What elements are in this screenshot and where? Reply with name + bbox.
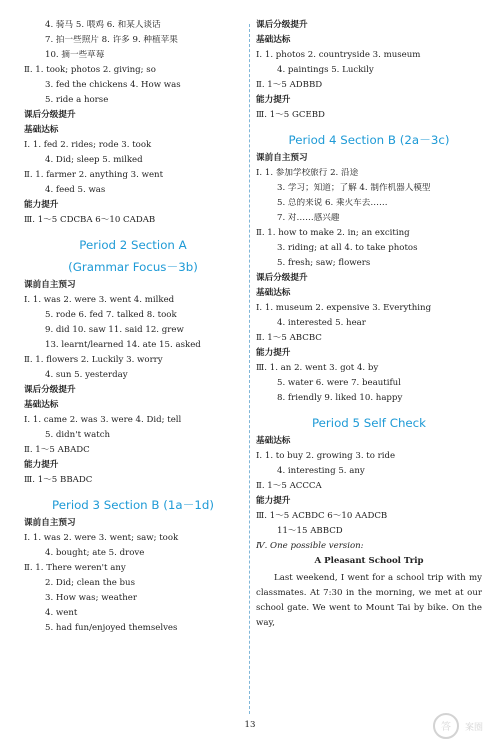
answer-line: Ⅱ. 1. flowers 2. Luckily 3. worry [24, 355, 163, 365]
period-heading: Period 2 Section A [79, 238, 187, 252]
period-heading: Period 5 Self Check [311, 416, 426, 430]
right-column [256, 20, 482, 631]
answer-line: 2. Did; clean the bus [45, 578, 135, 588]
period-heading: Period 4 Section B (2a－3c) [288, 133, 450, 147]
answer-line: Ⅰ. 1. was 2. were 3. went 4. milked [24, 295, 175, 305]
answer-line: Ⅰ. 1. was 2. were 3. went; saw; took [24, 533, 179, 543]
answer-line: Ⅱ. 1～5 ABADC [24, 445, 90, 455]
answer-line: 5. rode 6. fed 7. talked 8. took [45, 310, 177, 320]
answer-line: Ⅱ. 1. how to make 2. in; an exciting [256, 228, 410, 238]
answer-line: 13. learnt/learned 14. ate 15. asked [45, 340, 201, 350]
answer-line: Ⅰ. 1. 参加学校旅行 2. 沿途 [256, 168, 359, 178]
answer-line: Ⅰ. 1. photos 2. countryside 3. museum [256, 50, 421, 60]
answer-line: Ⅰ. 1. museum 2. expensive 3. Everything [256, 303, 432, 313]
answer-line: 3. 学习；知道；了解 4. 制作机器人模型 [277, 183, 431, 193]
svg-text:答: 答 [441, 722, 451, 733]
section-heading: 课后分级提升 [256, 273, 308, 283]
watermark-logo [432, 710, 492, 742]
answer-line: Ⅱ. 1. There weren't any [24, 563, 126, 573]
essay-title: A Pleasant School Trip [314, 556, 424, 566]
answer-line: 5. 总的来说 6. 乘火车去…… [277, 198, 388, 208]
answer-line: 5. didn't watch [45, 430, 111, 440]
answer-line: 5. had fun/enjoyed themselves [45, 623, 178, 633]
section-heading: 课前自主预习 [256, 153, 308, 163]
section-heading: 基础达标 [256, 288, 291, 298]
answer-line: Ⅲ. 1～5 ACBDC 6～10 AADCB [256, 511, 388, 521]
section-heading: 基础达标 [24, 400, 59, 410]
answer-line: 4. paintings 5. Luckily [277, 65, 374, 75]
answer-line: Ⅲ. 1～5 BBADC [24, 475, 93, 485]
left-column [24, 20, 242, 638]
section-heading: 基础达标 [256, 436, 291, 446]
answer-line: 4. went [45, 608, 78, 618]
answer-line: 4. 骑马 5. 喂鸡 6. 和某人谈话 [45, 20, 161, 30]
answer-line: Ⅰ. 1. came 2. was 3. were 4. Did; tell [24, 415, 182, 425]
answer-line: 3. fed the chickens 4. How was [45, 80, 181, 90]
answer-line: 7. 对……感兴趣 [277, 213, 340, 223]
section-heading: 课后分级提升 [24, 385, 76, 395]
answer-line: 5. fresh; saw; flowers [277, 258, 371, 268]
section-heading: 能力提升 [256, 95, 291, 105]
answer-line: 4. interesting 5. any [277, 466, 365, 476]
period-heading: Period 3 Section B (1a－1d) [52, 498, 214, 512]
answer-line: Ⅳ. One possible version: [256, 541, 364, 551]
section-heading: 能力提升 [24, 460, 59, 470]
answer-line: Ⅲ. 1～5 CDCBA 6～10 CADAB [24, 215, 156, 225]
essay-paragraph: Last weekend, I went for a school trip with my classmates. At 7:30 in the morning, we met at our school gate. We went to Mount Tai by bike. On the way, [256, 573, 482, 628]
answer-line: Ⅲ. 1～5 GCEBD [256, 110, 325, 120]
answer-line: Ⅱ. 1～5 ABCBC [256, 333, 322, 343]
answer-line: 11～15 ABBCD [277, 526, 343, 536]
section-heading: 课后分级提升 [256, 20, 308, 30]
answer-line: Ⅱ. 1～5 ACCCA [256, 481, 322, 491]
answer-line: 4. Did; sleep 5. milked [45, 155, 143, 165]
period-subheading: (Grammar Focus－3b) [68, 260, 198, 274]
answer-line: 3. How was; weather [45, 593, 137, 603]
answer-line: 10. 摘一些草莓 [45, 50, 105, 60]
section-heading: 能力提升 [24, 200, 59, 210]
answer-line: 7. 拍一些照片 8. 许多 9. 种植苹果 [45, 35, 178, 45]
answer-line: Ⅰ. 1. fed 2. rides; rode 3. took [24, 140, 152, 150]
answer-line: 5. water 6. were 7. beautiful [277, 378, 401, 388]
answer-line: Ⅱ. 1. farmer 2. anything 3. went [24, 170, 164, 180]
answer-line: 4. interested 5. hear [277, 318, 366, 328]
answer-line: Ⅱ. 1～5 ADBBD [256, 80, 323, 90]
answer-line: 4. sun 5. yesterday [45, 370, 128, 380]
section-heading: 基础达标 [256, 35, 291, 45]
page-number: 13 [244, 720, 256, 730]
answer-line: Ⅰ. 1. to buy 2. growing 3. to ride [256, 451, 396, 461]
answer-line: 4. feed 5. was [45, 185, 106, 195]
answer-line: 3. riding; at all 4. to take photos [277, 243, 418, 253]
section-heading: 能力提升 [256, 348, 291, 358]
section-heading: 课后分级提升 [24, 110, 76, 120]
section-heading: 课前自主预习 [24, 280, 76, 290]
answer-line: Ⅲ. 1. an 2. went 3. got 4. by [256, 363, 379, 373]
svg-text:案圈: 案圈 [464, 723, 484, 733]
answer-line: 4. bought; ate 5. drove [45, 548, 145, 558]
answer-line: 9. did 10. saw 11. said 12. grew [45, 325, 184, 335]
section-heading: 能力提升 [256, 496, 291, 506]
answer-line: 8. friendly 9. liked 10. happy [277, 393, 403, 403]
answer-line: Ⅱ. 1. took; photos 2. giving; so [24, 65, 156, 75]
section-heading: 课前自主预习 [24, 518, 76, 528]
column-divider [249, 24, 250, 714]
section-heading: 基础达标 [24, 125, 59, 135]
answer-line: 5. ride a horse [45, 95, 109, 105]
